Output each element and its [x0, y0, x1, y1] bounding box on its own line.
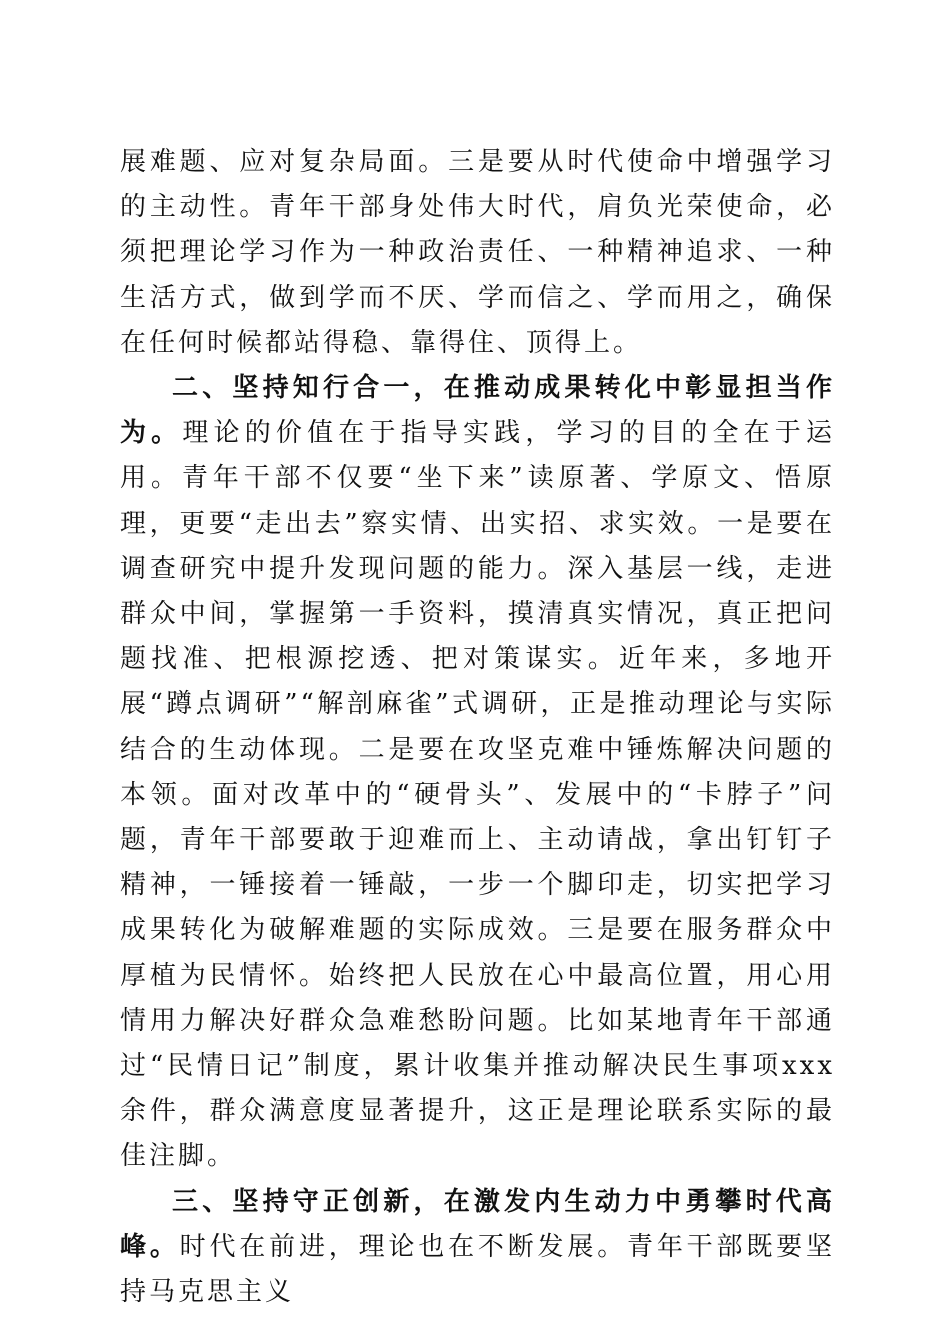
paragraph-2-text: 理论的价值在于指导实践，学习的目的全在于运用。青年干部不仅要“坐下来”读原著、学原文、悟原理，更要“走出去”察实情、出实招、求实效。一是要在调查研究中提升发现问题的能力。深入基层一线，走进群众中间，掌握第一手资料，摸清真实情况，真正把问题找准、把根源挖透、把对策谋实。近年来，多地开展“蹲点调研”“解剖麻雀”式调研，正是推动理论与实际结合的生动体现。二是要在攻坚克难中锤炼解决问题的本领。面对改革中的“硬骨头”、发展中的“卡脖子”问题，青年干部要敢于迎难而上、主动请战，拿出钉钉子精神，一锤接着一锤敲，一步一个脚印走，切实把学习成果转化为破解难题的实际成效。三是要在服务群众中厚植为民情怀。始终把人民放在心中最高位置，用心用情用力解决好群众急难愁盼问题。比如某地青年干部通过“民情日记”制度，累计收集并推动解决民生事项xxx余件，群众满意度显著提升，这正是理论联系实际的最佳注脚。 — [120, 418, 835, 1172]
paragraph-1-text: 展难题、应对复杂局面。三是要从时代使命中增强学习的主动性。青年干部身处伟大时代，肩负光荣使命，必须把理论学习作为一种政治责任、一种精神追求、一种生活方式，做到学而不厌、学而信之、学而用之，确保在任何时候都站得稳、靠得住、顶得上。 — [120, 147, 835, 358]
paragraph-1 — [120, 140, 835, 366]
section-heading-3: 三、坚持守正创新，在激发内生动力中勇攀时代高峰。 — [120, 1186, 835, 1262]
paragraph-3 — [120, 1180, 835, 1316]
paragraph-2 — [120, 366, 835, 1180]
paragraph-3-text: 时代在前进，理论也在不断发展。青年干部既要坚持马克思主义 — [120, 1231, 835, 1308]
document-page — [120, 140, 835, 1315]
section-heading-2: 二、坚持知行合一，在推动成果转化中彰显担当作为。 — [120, 373, 835, 449]
